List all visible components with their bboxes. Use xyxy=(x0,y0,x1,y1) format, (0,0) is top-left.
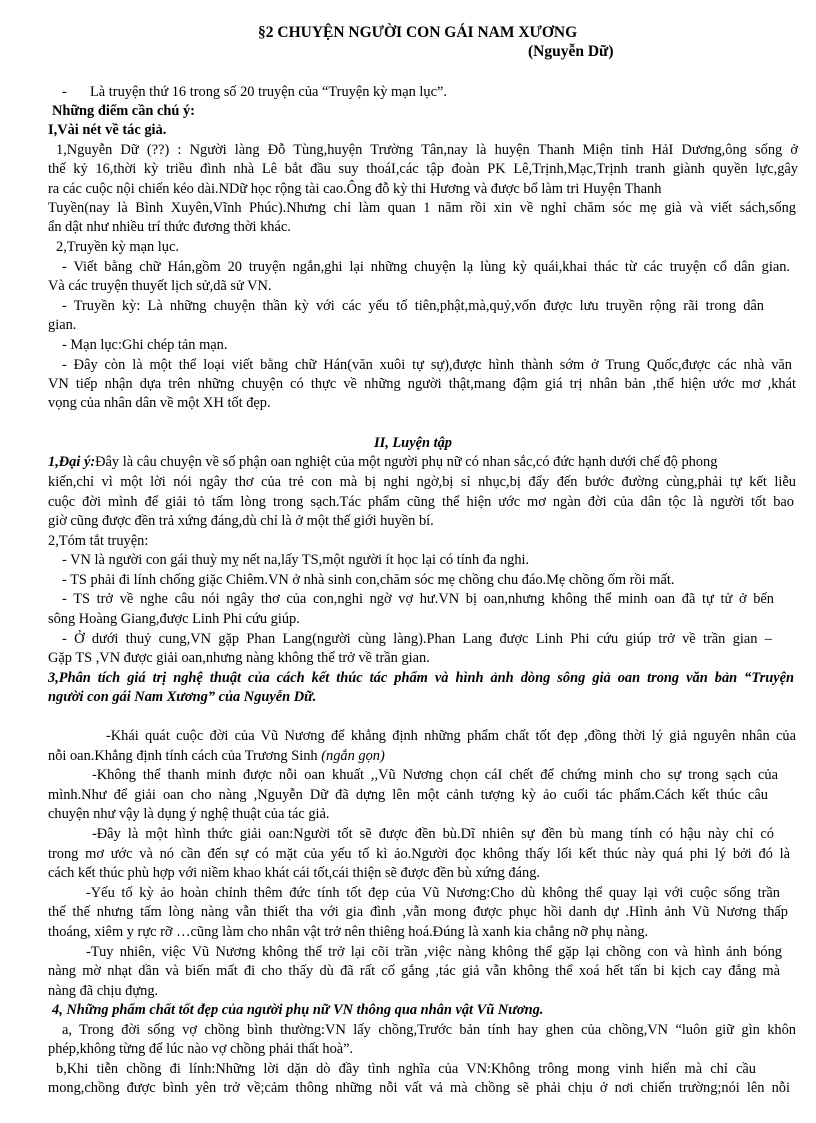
text-line: giờ cũng được đền trả xứng đáng,dù chỉ là ở một thế giới huyền bí. xyxy=(48,513,434,529)
text-line: cuộc đời mình để giải tỏ tấm lòng trong sạch.Tác phẩm cũng thể hiện ước mơ ngàn đời của dân tộc là người tốt bao xyxy=(48,494,794,510)
text-line: thoáng, xiêm y rực rỡ …cũng làm cho nhân vật trở nên thiêng hoá.Đúng là xanh kia chẳng nỡ phụ nàng. xyxy=(48,924,649,940)
text-line: Tuyền(nay là Bình Xuyên,Vĩnh Phúc).Nhưng chỉ làm quan 1 năm rồi xin về nghỉ chăm sóc mẹ già và viết sách,sống xyxy=(48,200,796,216)
author-name: (Nguyễn Dữ) xyxy=(528,43,614,60)
text-line: trong mơ ước và nó cần đến sự có mặt của yếu tố kì ảo.Người đọc không thấy lối kết thúc này quá phi lý bởi đó là xyxy=(48,846,790,862)
text-line: ẩn dật như nhiều trí thức đương thời khác. xyxy=(48,219,291,235)
text-line: kiến,chỉ vì một lời nói ngây thơ của trẻ con mà bị nghi ngờ,bị sỉ nhục,bị đẩy đến bước đường cùng,phải tự kết liễu xyxy=(48,474,796,490)
text-line: - Mạn lục:Ghi chép tản mạn. xyxy=(62,337,228,353)
text-line: -Đây là một hình thức giải oan:Người tốt sẽ được đền bù.Dĩ nhiên sự đền bù mang tính có hậu này chỉ có xyxy=(92,826,774,842)
text-line: - TS phải đi lính chống giặc Chiêm.VN ở nhà sinh con,chăm sóc mẹ chồng chu đáo.Mẹ chồng ốm rồi mất. xyxy=(62,572,675,588)
document-title: §2 CHUYỆN NGƯỜI CON GÁI NAM XƯƠNG xyxy=(258,24,578,41)
section-heading: 4, Những phẩm chất tốt đẹp của người phụ nữ VN thông qua nhân vật Vũ Nương. xyxy=(52,1002,544,1018)
section-heading: II, Luyện tập xyxy=(374,435,452,451)
italic-note: (ngắn gọn) xyxy=(321,748,385,764)
text-line: b,Khi tiễn chồng đi lính:Những lời dặn dò đầy tình nghĩa của VN:Không trông mong vinh hiển mà chỉ cầu xyxy=(56,1061,756,1077)
text-line: -Yếu tố kỳ ảo hoàn chỉnh thêm đức tính tốt đẹp của Vũ Nương:Cho dù không thể quay lại với cuộc sống trần xyxy=(86,885,780,901)
text-line: -Khái quát cuộc đời của Vũ Nương để khẳng định những phẩm chất tốt đẹp ,đồng thời lý giả nguyên nhân của xyxy=(106,728,796,744)
text-line: mong,chồng được bình yên trở về;cảm thông những nỗi vất vả mà chồng sẽ phải chịu ở nơi chiến trường;nói lên nỗi xyxy=(48,1080,790,1096)
text-line: - Truyền kỳ: Là những chuyện thần kỳ với các yếu tố tiên,phật,mà,quỷ,vốn được lưu truyền rộng rãi trong dân xyxy=(62,298,764,314)
text-line: nàng mờ nhạt dần và biến mất đi cho thấy dù đã rất cố gắng ,tác giả vẫn không thể xoá hết tấn bi kịch cay đắng mà xyxy=(48,963,780,979)
text-line xyxy=(48,747,385,767)
section-note: Những điểm cần chú ý: xyxy=(52,103,195,119)
text-line: phép,không từng để lúc nào vợ chồng phải thất hoà”. xyxy=(48,1041,354,1057)
text-line: ra các cuộc nội chiến kéo dài.NDữ học rộng tài cao.Ông đỗ kỳ thi Hương và được bổ làm tri Huyện Thanh xyxy=(48,181,662,197)
text-line: a, Trong đời sống vợ chồng bình thường:VN lấy chồng,Trước bản tính hay ghen của chồng,VN “luôn giữ gìn khôn xyxy=(62,1022,796,1038)
text-line: 1,Nguyễn Dữ (??) : Người làng Đỗ Tùng,huyện Trường Tân,nay là huyện Thanh Miện tỉnh HảI Dương,ông sống ở xyxy=(56,142,798,158)
text-line: Là truyện thứ 16 trong số 20 truyện của “Truyện kỳ mạn lục”. xyxy=(90,84,447,100)
text-line: -Tuy nhiên, việc Vũ Nương không thể trở lại cõi trần ,việc nàng không thể gặp lại chồng con và hình ảnh bóng xyxy=(86,944,782,960)
text-line: Và các truyện thuyết lịch sử,dã sử VN. xyxy=(48,278,272,294)
text-line: - VN là người con gái thuỳ mỵ nết na,lấy TS,một người ít học lại có tính đa nghi. xyxy=(62,552,530,568)
text-line: gian. xyxy=(48,317,77,333)
text-line: thế kỷ 16,thời kỳ triều đình nhà Lê bắt đầu suy thoáI,các tập đoàn PK Lê,Trịnh,Mạc,Trịnh tranh giành quyền lực,gây xyxy=(48,161,798,177)
text-run: nỗi oan.Khẳng định tính cách của Trương Sinh xyxy=(48,748,322,764)
section-heading: người con gái Nam Xương” của Nguyễn Dữ. xyxy=(48,689,317,705)
text-line: cách kết thúc phù hợp với niềm khao khát cái tốt,cái thiện sẽ được đền bù xứng đáng. xyxy=(48,865,541,881)
text-line: -Không thể thanh minh được nỗi oan khuất ,,Vũ Nương chọn cáI chết để chứng minh cho sự trong sạch của xyxy=(92,767,778,783)
text-line: - Viết bằng chữ Hán,gồm 20 truyện ngắn,ghi lại những chuyện lạ lùng kỳ quái,khai thác từ các truyện cổ dân gian. xyxy=(62,259,790,275)
text-line: thế thế nhưng tấm lòng nàng vẫn thiết tha với gia đình ,vẫn mong được phục hồi danh dự .Hình ảnh Vũ Nương thấp xyxy=(48,904,788,920)
text-line: sông Hoàng Giang,được Linh Phi cứu giúp. xyxy=(48,611,300,627)
section-heading: 3,Phân tích giá trị nghệ thuật của cách kết thúc tác phẩm và hình ảnh dòng sông giả oan trong văn bản “Truyện xyxy=(48,670,794,686)
text-line: - TS trở về nghe câu nói ngây thơ của con,nghi ngờ vợ hư.VN bị oan,nhưng không thể minh oan đã tự tử ở bến xyxy=(62,591,774,607)
bullet-dash: - xyxy=(62,84,67,100)
paragraph-label: 1,Đại ý: xyxy=(48,454,96,470)
text-line: - Ở dưới thuỷ cung,VN gặp Phan Lang(người cùng làng).Phan Lang được Linh Phi cứu giúp trở về trần gian – xyxy=(62,631,772,647)
text-run: Đây là câu chuyện về số phận oan nghiệt của một người phụ nữ có nhan sắc,có đức hạnh dưới chế độ phong xyxy=(95,454,718,470)
text-line: mình.Như để giải oan cho nàng ,Nguyễn Dữ đã dựng lên một cảnh tượng kỳ ảo cuối tác phẩm.Cách kết thúc câu xyxy=(48,787,768,803)
text-line xyxy=(48,453,798,473)
subsection-heading: 2,Tóm tắt truyện: xyxy=(48,533,149,549)
text-line: Gặp TS ,VN được giải oan,nhưng nàng không thể trở về trần gian. xyxy=(48,650,430,666)
text-line: VN tiếp nhận dựa trên những chuyện có thực về những người thật,mang đậm giá trị nhân bản ,thể hiện ước mơ ,khát xyxy=(48,376,796,392)
text-line: vọng của nhân dân về một XH tốt đẹp. xyxy=(48,395,271,411)
section-heading: I,Vài nét về tác giả. xyxy=(48,122,167,138)
text-line: - Đây còn là một thể loại viết bằng chữ Hán(văn xuôi tự sự),được hình thành sớm ở Trung Quốc,được các nhà văn xyxy=(62,357,792,373)
text-line: nàng đã chịu đựng. xyxy=(48,983,159,999)
text-line: chuyện như vậy là dụng ý nghệ thuật của tác giả. xyxy=(48,806,330,822)
subsection-heading: 2,Truyền kỳ mạn lục. xyxy=(56,239,179,255)
